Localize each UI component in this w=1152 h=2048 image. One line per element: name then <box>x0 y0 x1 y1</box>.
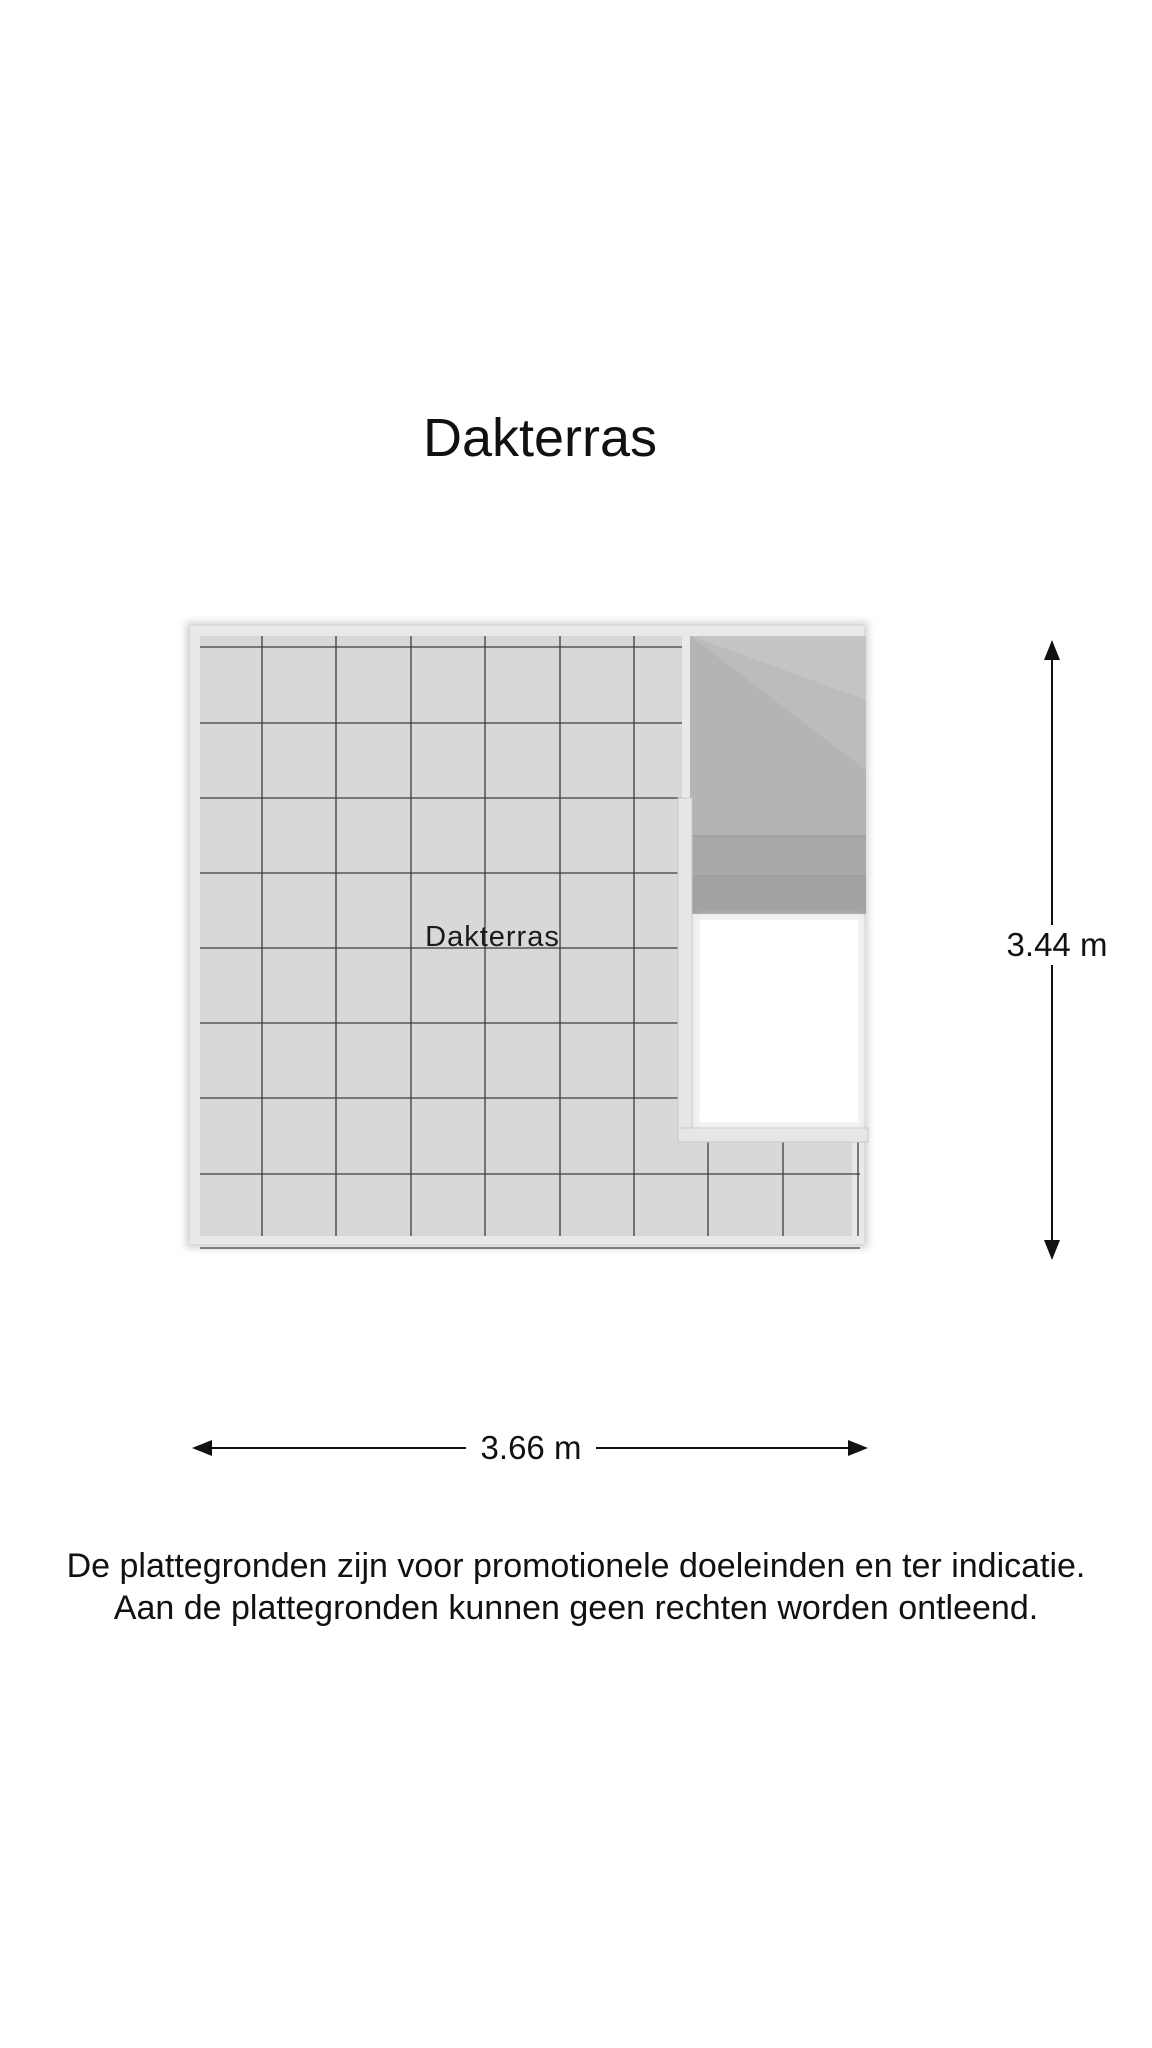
inner-wall-vertical <box>678 798 692 1142</box>
staircase <box>690 636 866 914</box>
height-dimension-label: 3.44 m <box>992 925 1122 965</box>
page-title: Dakterras <box>422 408 658 468</box>
inner-wall-horizontal <box>678 1128 868 1142</box>
disclaimer-line: De plattegronden zijn voor promotionele doeleinden en ter indicatie. <box>66 1547 1086 1585</box>
room-label: Dakterras <box>425 921 560 953</box>
width-dimension-label: 3.66 m <box>466 1428 596 1468</box>
floor-opening <box>700 920 858 1122</box>
disclaimer-line: Aan de plattegronden kunnen geen rechten worden ontleend. <box>113 1589 1039 1627</box>
disclaimer <box>0 1545 1152 1629</box>
